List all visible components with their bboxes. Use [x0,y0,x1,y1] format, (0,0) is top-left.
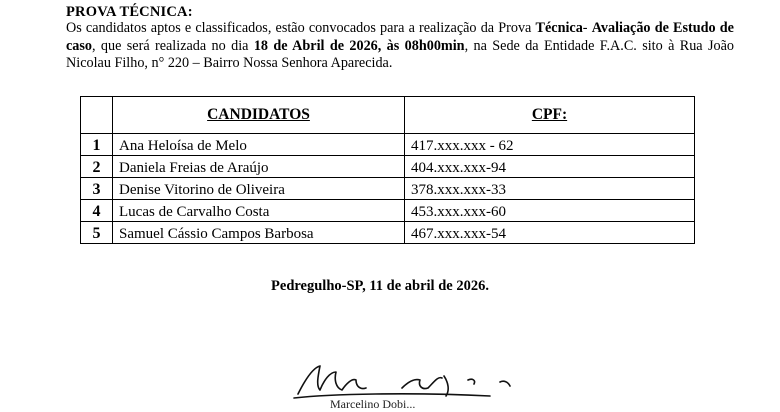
candidates-table [80,96,695,244]
notice-text-2: - [582,20,592,36]
convocation-notice [66,20,734,73]
header-candidates: CANDIDATOS [113,97,405,134]
candidate-name: Denise Vitorino de Oliveira [113,178,405,200]
header-number [81,97,113,134]
candidate-cpf: 453.xxx.xxx-60 [405,200,695,222]
signer-name: Marcelino Dobi... [330,397,416,411]
table-row [81,134,695,156]
candidate-name: Ana Heloísa de Melo [113,134,405,156]
table-row [81,178,695,200]
row-number: 3 [81,178,113,200]
notice-text-4: , na Sede da Entidade F.A.C. sito à Rua João Nicolau Filho, n° 220 – Bairro Nossa Senhora Aparecida. [66,37,734,71]
row-number: 1 [81,134,113,156]
notice-bold-tecnica: Técnica [535,20,583,36]
candidate-name: Lucas de Carvalho Costa [113,200,405,222]
notice-text-1: Os candidatos aptos e classificados, estão convocados para a realização da Prova [66,20,536,36]
row-number: 4 [81,200,113,222]
notice-bold-avaliacao: Avaliação de Estudo de caso [66,20,734,54]
table-row [81,156,695,178]
table-row [81,200,695,222]
table-header-row [81,97,695,134]
candidate-cpf: 378.xxx.xxx-33 [405,178,695,200]
header-cpf: CPF: [405,97,695,134]
candidate-cpf: 404.xxx.xxx-94 [405,156,695,178]
row-number: 2 [81,156,113,178]
candidate-cpf: 467.xxx.xxx-54 [405,222,695,244]
row-number: 5 [81,222,113,244]
table-row [81,222,695,244]
candidate-name: Daniela Freias de Araújo [113,156,405,178]
candidate-name: Samuel Cássio Campos Barbosa [113,222,405,244]
candidate-cpf: 417.xxx.xxx - 62 [405,134,695,156]
notice-text-3: , que será realizada no dia [92,37,254,54]
notice-bold-date: 18 de Abril de 2026, às 08h00min [253,37,465,54]
place-and-date: Pedregulho-SP, 11 de abril de 2026. [271,278,489,294]
section-title: PROVA TÉCNICA: [66,4,193,20]
